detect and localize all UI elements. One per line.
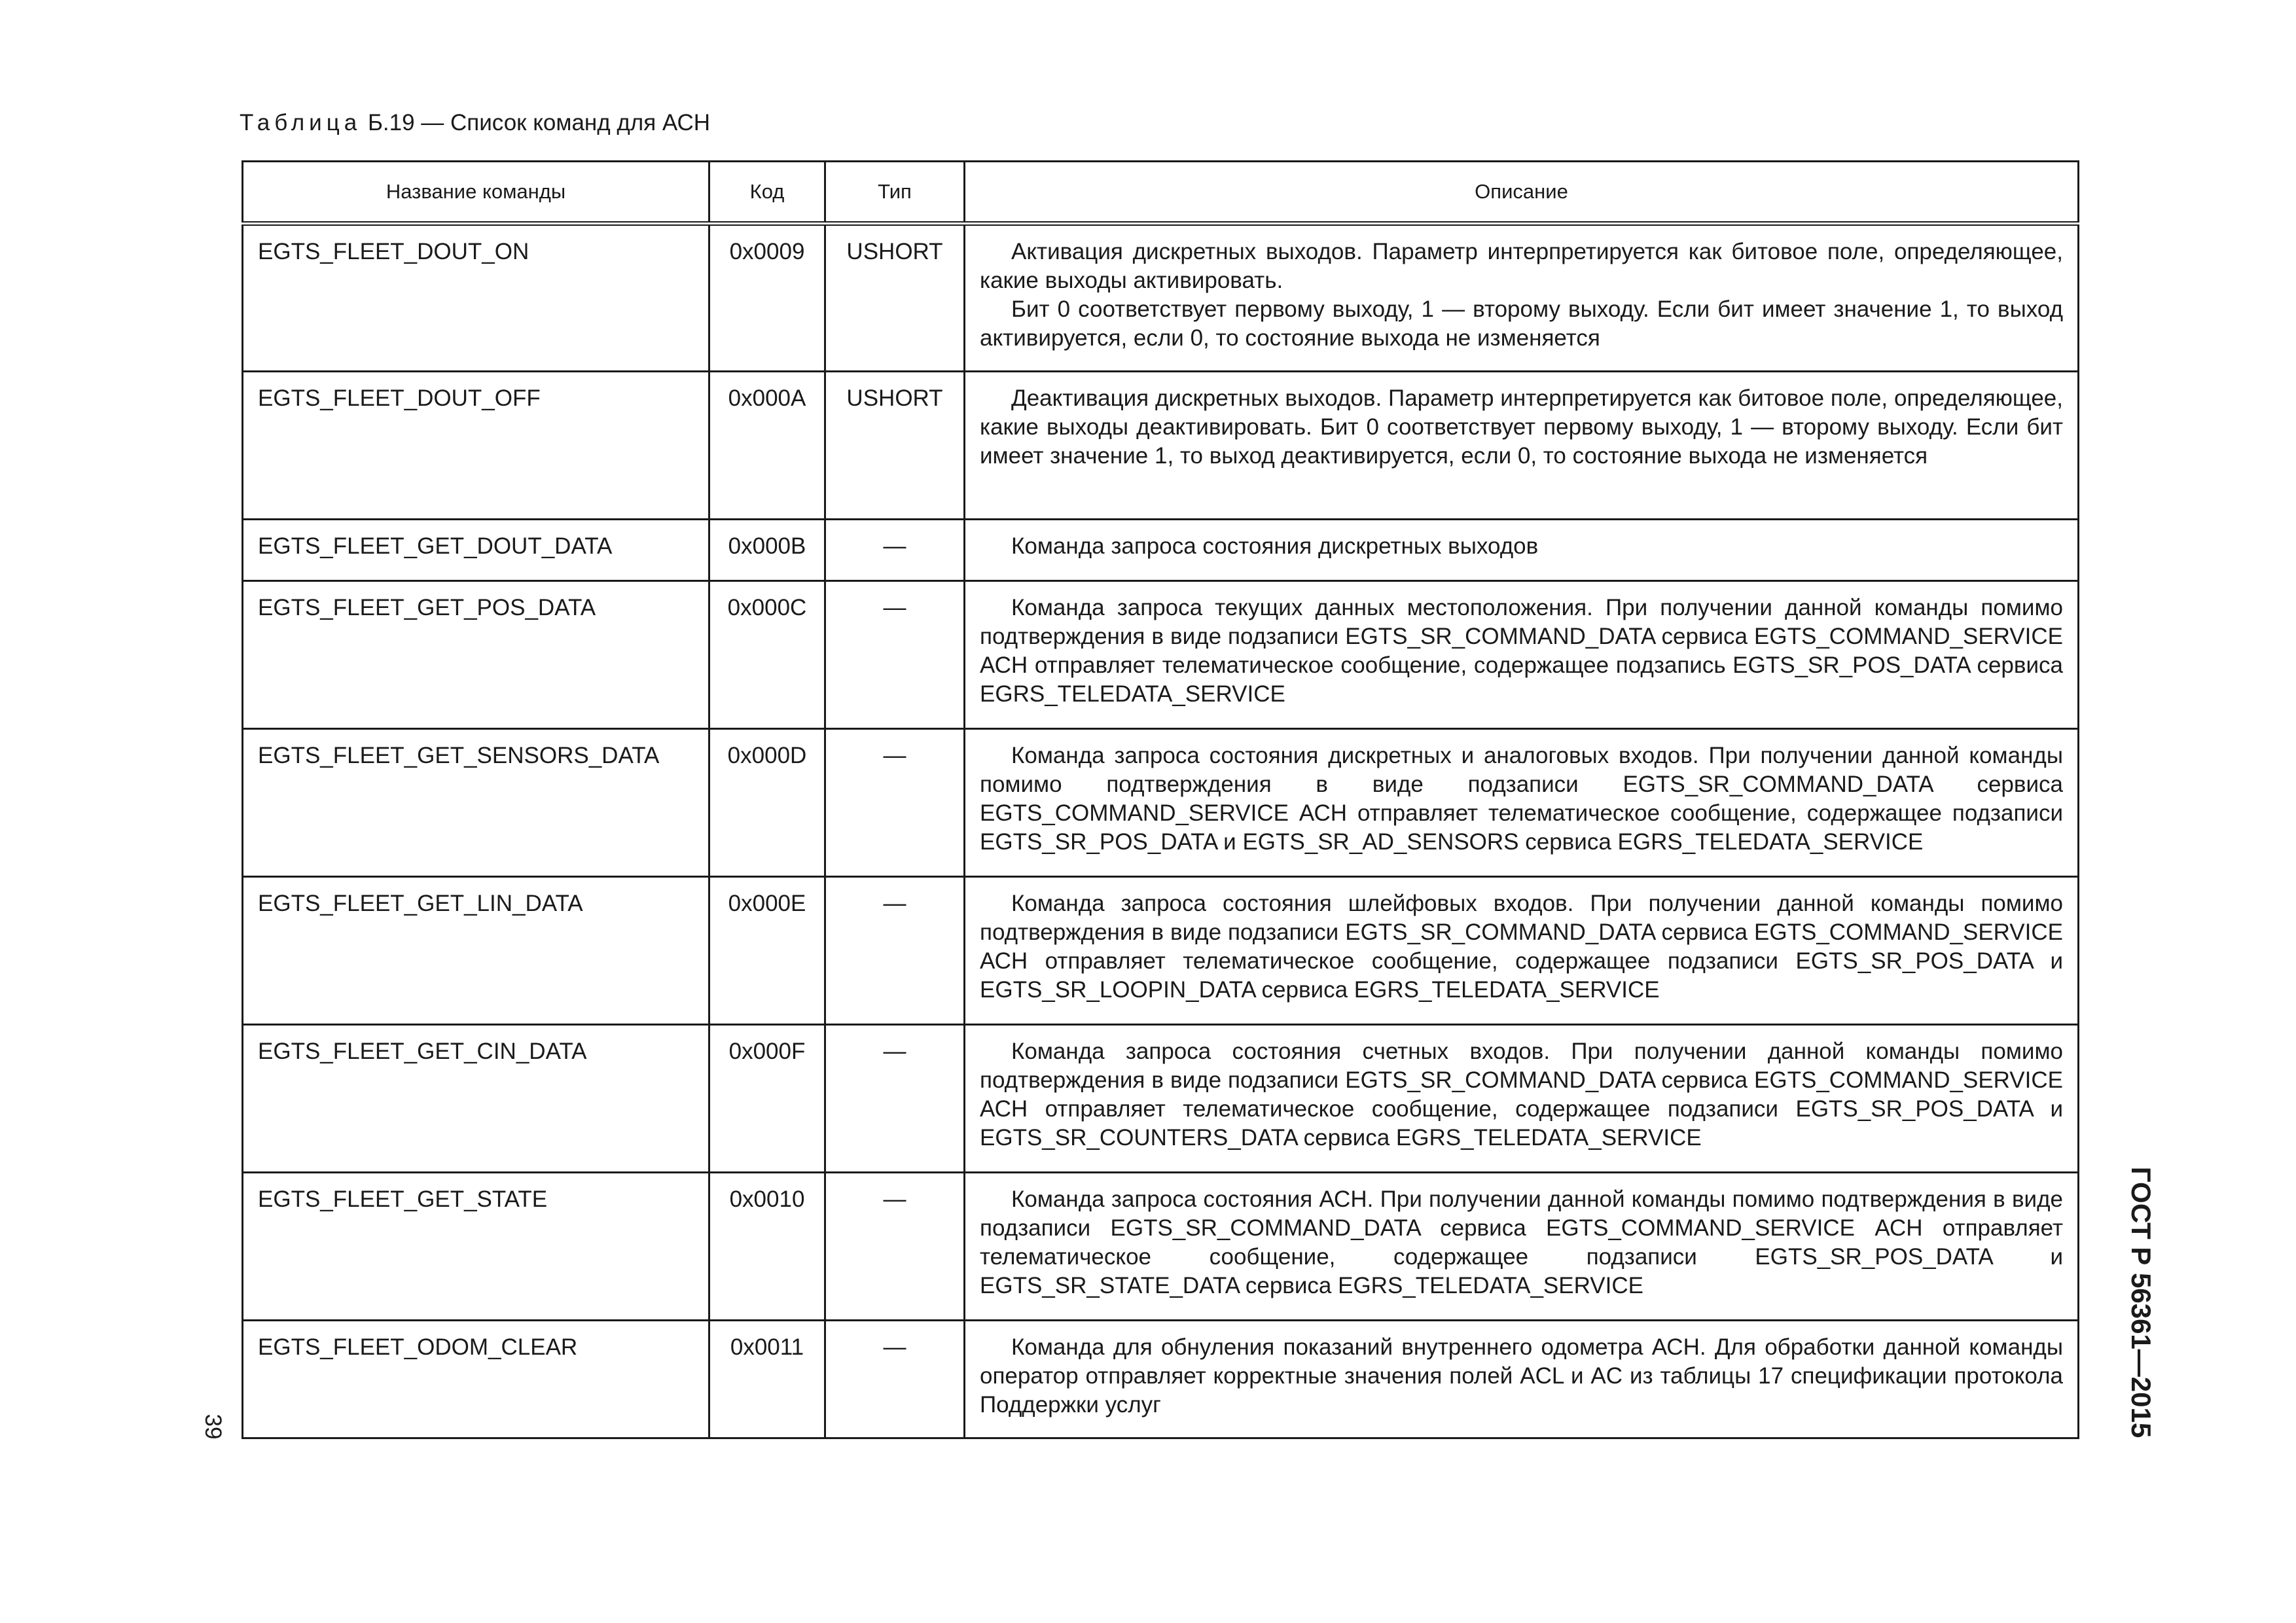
description-paragraph: Команда запроса текущих данных местоположения. При получении данной команды помимо подтверждения в виде подзаписи EGTS_SR_COMMAND_DATA сервиса EGTS_COMMAND_SERVICE АСН отправляет телематическое сообщение, содержащее подзапись EGTS_SR_POS_DATA сервиса EGRS_TELEDATA_SERVICE	[980, 595, 2063, 707]
description-paragraph: Команда запроса состояния шлейфовых входов. При получении данной команды помимо подтверждения в виде подзаписи EGTS_SR_COMMAND_DATA сервиса EGTS_COMMAND_SERVICE АСН отправляет телематическое сообщение, содержащее подзаписи EGTS_SR_POS_DATA и EGTS_SR_LOOPIN_DATA сервиса EGRS_TELEDATA_SERVICE	[980, 891, 2063, 1003]
command-type: —	[825, 1321, 965, 1438]
command-type: —	[825, 729, 965, 877]
command-name: EGTS_FLEET_GET_STATE	[243, 1173, 709, 1321]
command-name: EGTS_FLEET_GET_SENSORS_DATA	[243, 729, 709, 877]
command-name: EGTS_FLEET_DOUT_ON	[243, 224, 709, 372]
table-row	[243, 877, 2079, 1025]
command-name: EGTS_FLEET_GET_POS_DATA	[243, 581, 709, 729]
command-type: —	[825, 877, 965, 1025]
command-name: EGTS_FLEET_ODOM_CLEAR	[243, 1321, 709, 1438]
table-header-row	[243, 162, 2079, 224]
caption-text: Б.19 — Список команд для АСН	[361, 110, 711, 135]
command-code: 0x000A	[709, 372, 825, 520]
command-description	[965, 1025, 2079, 1173]
standard-label-text: ГОСТ Р 56361—2015	[2126, 1166, 2157, 1438]
command-description	[965, 729, 2079, 877]
description-paragraph: Активация дискретных выходов. Параметр интерпретируется как битовое поле, определяющее, какие выходы активировать.	[980, 239, 2063, 293]
table-row	[243, 224, 2079, 372]
command-description	[965, 581, 2079, 729]
header-code: Код	[709, 162, 825, 224]
command-type: USHORT	[825, 372, 965, 520]
command-code: 0x000E	[709, 877, 825, 1025]
command-description	[965, 372, 2079, 520]
command-type: —	[825, 520, 965, 581]
caption-label: Таблица	[240, 110, 362, 135]
command-code: 0x0009	[709, 224, 825, 372]
page-number	[196, 1400, 229, 1453]
command-code: 0x000C	[709, 581, 825, 729]
description-paragraph: Бит 0 соответствует первому выходу, 1 — второму выходу. Если бит имеет значение 1, то выход активируется, если 0, то состояние выхода не изменяется	[980, 296, 2063, 351]
command-name: EGTS_FLEET_GET_LIN_DATA	[243, 877, 709, 1025]
table-row	[243, 581, 2079, 729]
header-description: Описание	[965, 162, 2079, 224]
header-name: Название команды	[243, 162, 709, 224]
description-paragraph: Команда запроса состояния дискретных выходов	[1011, 533, 1539, 559]
command-name: EGTS_FLEET_GET_CIN_DATA	[243, 1025, 709, 1173]
table-caption	[240, 110, 710, 136]
table-row	[243, 1173, 2079, 1321]
command-name: EGTS_FLEET_GET_DOUT_DATA	[243, 520, 709, 581]
command-description	[965, 1321, 2079, 1438]
command-type: —	[825, 1173, 965, 1321]
command-description	[965, 1173, 2079, 1321]
table-row	[243, 520, 2079, 581]
page-number-text: 39	[200, 1414, 226, 1440]
document-standard-label	[2124, 1165, 2158, 1440]
command-description	[965, 224, 2079, 372]
table-row	[243, 1321, 2079, 1438]
command-description	[965, 877, 2079, 1025]
command-type: —	[825, 1025, 965, 1173]
command-description	[965, 520, 2079, 581]
command-type: —	[825, 581, 965, 729]
command-table	[242, 160, 2079, 1439]
command-code: 0x0010	[709, 1173, 825, 1321]
command-code: 0x000B	[709, 520, 825, 581]
header-type: Тип	[825, 162, 965, 224]
description-paragraph: Команда запроса состояния счетных входов. При получении данной команды помимо подтверждения в виде подзаписи EGTS_SR_COMMAND_DATA сервиса EGTS_COMMAND_SERVICE АСН отправляет телематическое сообщение, содержащее подзаписи EGTS_SR_POS_DATA и EGTS_SR_COUNTERS_DATA сервиса EGRS_TELEDATA_SERVICE	[980, 1039, 2063, 1150]
command-code: 0x0011	[709, 1321, 825, 1438]
command-code: 0x000D	[709, 729, 825, 877]
command-name: EGTS_FLEET_DOUT_OFF	[243, 372, 709, 520]
description-paragraph: Команда запроса состояния дискретных и аналоговых входов. При получении данной команды помимо подтверждения в виде подзаписи EGTS_SR_COMMAND_DATA сервиса EGTS_COMMAND_SERVICE АСН отправляет телематическое сообщение, содержащее подзаписи EGTS_SR_POS_DATA и EGTS_SR_AD_SENSORS сервиса EGRS_TELEDATA_SERVICE	[980, 743, 2063, 855]
description-paragraph: Команда запроса состояния АСН. При получении данной команды помимо подтверждения в виде подзаписи EGTS_SR_COMMAND_DATA сервиса EGTS_COMMAND_SERVICE АСН отправляет телематическое сообщение, содержащее подзаписи EGTS_SR_POS_DATA и EGTS_SR_STATE_DATA сервиса EGRS_TELEDATA_SERVICE	[980, 1186, 2063, 1298]
command-type: USHORT	[825, 224, 965, 372]
table-row	[243, 1025, 2079, 1173]
table-row	[243, 372, 2079, 520]
table-row	[243, 729, 2079, 877]
description-paragraph: Команда для обнуления показаний внутреннего одометра АСН. Для обработки данной команды оператор отправляет корректные значения полей ACL и AC из таблицы 17 спецификации протокола Поддержки услуг	[980, 1334, 2063, 1418]
description-paragraph: Деактивация дискретных выходов. Параметр интерпретируется как битовое поле, определяющее, какие выходы деактивировать. Бит 0 соответствует первому выходу, 1 — второму выходу. Если бит имеет значение 1, то выход деактивируется, если 0, то состояние выхода не изменяется	[980, 385, 2063, 469]
command-code: 0x000F	[709, 1025, 825, 1173]
